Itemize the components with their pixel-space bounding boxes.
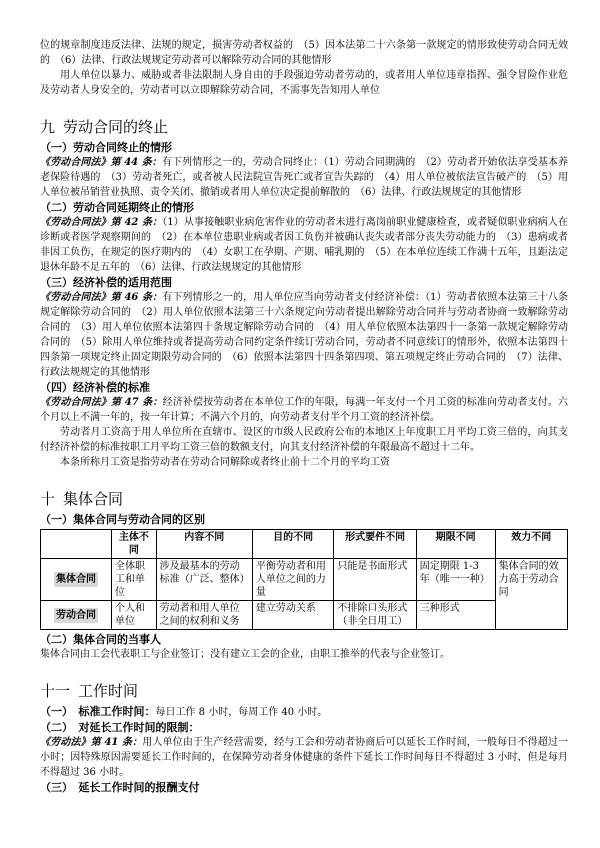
table-row [41, 601, 568, 630]
section-11-1: （一） 标准工作时间：每日工作 8 小时，每周工作 40 小时。 [40, 705, 328, 718]
table-cell: 个人和单位 [112, 601, 157, 630]
table-header-corner [41, 530, 112, 559]
table-cell: 不排除口头形式（非全日用工） [334, 601, 416, 630]
section-9-title [40, 118, 568, 137]
table-cell: 三种形式 [416, 601, 495, 630]
table-header-term: 期限不同 [416, 530, 495, 559]
section-9-2-body: 《劳动合同法》第 42 条：（1）从事接触职业病危害作业的劳动者未进行离岗前职业健康检查，或者疑似职业病病人在诊断或者医学观察期间的 （2）在本单位患职业病或者因工负伤并被确认丧失或者部分丧失劳动能力的 （3）患病或者非因工负伤，在规定的医疗期内的 （4）女职工在孕期、产期、哺乳期的 （5）在本单位连续工作满十五年，且距法定退休年龄不足五年的 （6）法律、行政法规规定的其他情形 [40, 217, 568, 273]
table-row [41, 559, 568, 601]
section-9-1-heading: （一）劳动合同终止的情形 [40, 141, 172, 154]
section-10-2-body: 集体合同由工会代表职工与企业签订；没有建立工会的企业，由职工推举的代表与企业签订。 [40, 649, 450, 660]
law-reference: 《劳动合同法》第 46 条： [40, 292, 163, 303]
table-cell: 全体职工和单位 [112, 559, 157, 601]
table-header-form: 形式要件不同 [334, 530, 416, 559]
section-9-number: 九 [40, 118, 56, 136]
section-11-2-body: 《劳动法》第 41 条：用人单位由于生产经营需要，经与工会和劳动者协商后可以延长工作时间，一般每日不得超过一小时；因特殊原因需要延长工作时间的，在保障劳动者身体健康的条件下延长工作时间每日不得超过 3 小时，但是每月不得超过 36 小时。 [40, 737, 568, 778]
table-header-effect: 效力不同 [495, 530, 567, 559]
table-header-subject: 主体不同 [112, 530, 157, 559]
row-label: 集体合同 [56, 574, 96, 585]
section-10-2-heading: （二）集体合同的当事人 [40, 633, 161, 646]
table-header-row [41, 530, 568, 559]
section-9-4-paragraph-3: 本条所称月工资是指劳动者在劳动合同解除或者终止前十二个月的平均工资 [60, 457, 390, 468]
section-11-title [40, 682, 568, 701]
section-10-1-heading: （一）集体合同与劳动合同的区别 [40, 513, 205, 526]
section-10-title [40, 490, 568, 509]
table-cell: 涉及最基本的劳动标准（广泛、整体） [156, 559, 252, 601]
table-header-purpose: 目的不同 [252, 530, 334, 559]
table-cell: 劳动者和用人单位之间的权利和义务 [156, 601, 252, 630]
section-11-3-heading: （三） 延长工作时间的报酬支付 [40, 781, 200, 794]
section-11-heading: 工作时间 [78, 682, 139, 700]
row-label: 劳动合同 [56, 609, 96, 621]
section-9-4-body: 《劳动合同法》第 47 条：经济补偿按劳动者在本单位工作的年限，每满一年支付一个月工资的标准向劳动者支付。六个月以上不满一年的，按一年计算；不满六个月的，向劳动者支付半个月工资的经济补偿。 [40, 397, 568, 423]
section-11-1-heading: （一） 标准工作时间： [40, 705, 156, 718]
section-10-number: 十 [40, 490, 56, 508]
row-label-cell [41, 601, 112, 630]
law-reference: 《劳动合同法》第 47 条： [40, 397, 163, 408]
section-9-3-body: 《劳动合同法》第 46 条：有下列情形之一的，用人单位应当向劳动者支付经济补偿：（1）劳动者依照本法第三十八条规定解除劳动合同的 （2）用人单位依照本法第三十六条规定向劳动者提出解除劳动合同并与劳动者协商一致解除劳动合同的 （3）用人单位依照本法第四十条规定解除劳动合同的 （4）用人单位依照本法第四十一条第一款规定解除劳动合同的 （5）除用人单位维持或者提高劳动合同约定条件续订劳动合同，劳动者不同意续订的情形外，依照本法第四十四条第一项规定终止固定期限劳动合同的 （6）依照本法第四十四条第四项、第五项规定终止劳动合同的 （7）法律、行政法规规定的其他情形 [40, 292, 568, 378]
row-label-cell [41, 559, 112, 601]
section-9-4-heading: （四）经济补偿的标准 [40, 381, 150, 394]
effect-cell: 集体合同的效力高于劳动合同 [495, 559, 567, 630]
law-reference: 《劳动法》第 41 条： [40, 737, 143, 748]
intro-paragraph-2: 用人单位以暴力、威胁或者非法限制人身自由的手段强迫劳动者劳动的，或者用人单位违章指挥、强令冒险作业危及劳动者人身安全的，劳动者可以立即解除劳动合同，不需事先告知用人单位 [40, 70, 568, 96]
table-header-content: 内容不同 [156, 530, 252, 559]
section-9-heading: 劳动合同的终止 [63, 118, 169, 136]
section-9-1-body: 《劳动合同法》第 44 条：有下列情形之一的，劳动合同终止：（1）劳动合同期满的 （2）劳动者开始依法享受基本养老保险待遇的 （3）劳动者死亡，或者被人民法院宣告死亡或者宣告失踪的 （4）用人单位被依法宣告破产的 （5）用人单位被吊销营业执照、责令关闭、撤销或者用人单位决定提前解散的 （6）法律、行政法规规定的其他情形 [40, 157, 568, 198]
section-9-4-paragraph-2: 劳动者月工资高于用人单位所在直辖市、设区的市级人民政府公布的本地区上年度职工月平均工资三倍的，向其支付经济补偿的标准按职工月平均工资三倍的数额支付，向其支付经济补偿的年限最高不超过十二年。 [40, 427, 568, 453]
table-cell: 固定期限 1-3 年（唯一一种） [416, 559, 495, 601]
section-9-3-heading: （三）经济补偿的适用范围 [40, 276, 172, 289]
law-reference: 《劳动合同法》第 42 条： [40, 217, 163, 228]
table-cell: 只能是书面形式 [334, 559, 416, 601]
intro-paragraph-1: 位的规章制度违反法律、法规的规定，损害劳动者权益的 （5）因本法第二十六条第一款规定的情形致使劳动合同无效的 （6）法律、行政法规规定劳动者可以解除劳动合同的其他情形 [40, 40, 568, 66]
section-11-number: 十一 [40, 682, 71, 700]
law-reference: 《劳动合同法》第 44 条： [40, 157, 162, 168]
table-cell: 平衡劳动者和用人单位之间的力量 [252, 559, 334, 601]
table-cell: 建立劳动关系 [252, 601, 334, 630]
section-10-heading: 集体合同 [63, 490, 124, 508]
document-page [40, 38, 568, 795]
comparison-table [40, 529, 568, 630]
section-9-2-heading: （二）劳动合同延期终止的情形 [40, 201, 194, 214]
section-11-2-heading: （二） 对延长工作时间的限制： [40, 721, 200, 734]
